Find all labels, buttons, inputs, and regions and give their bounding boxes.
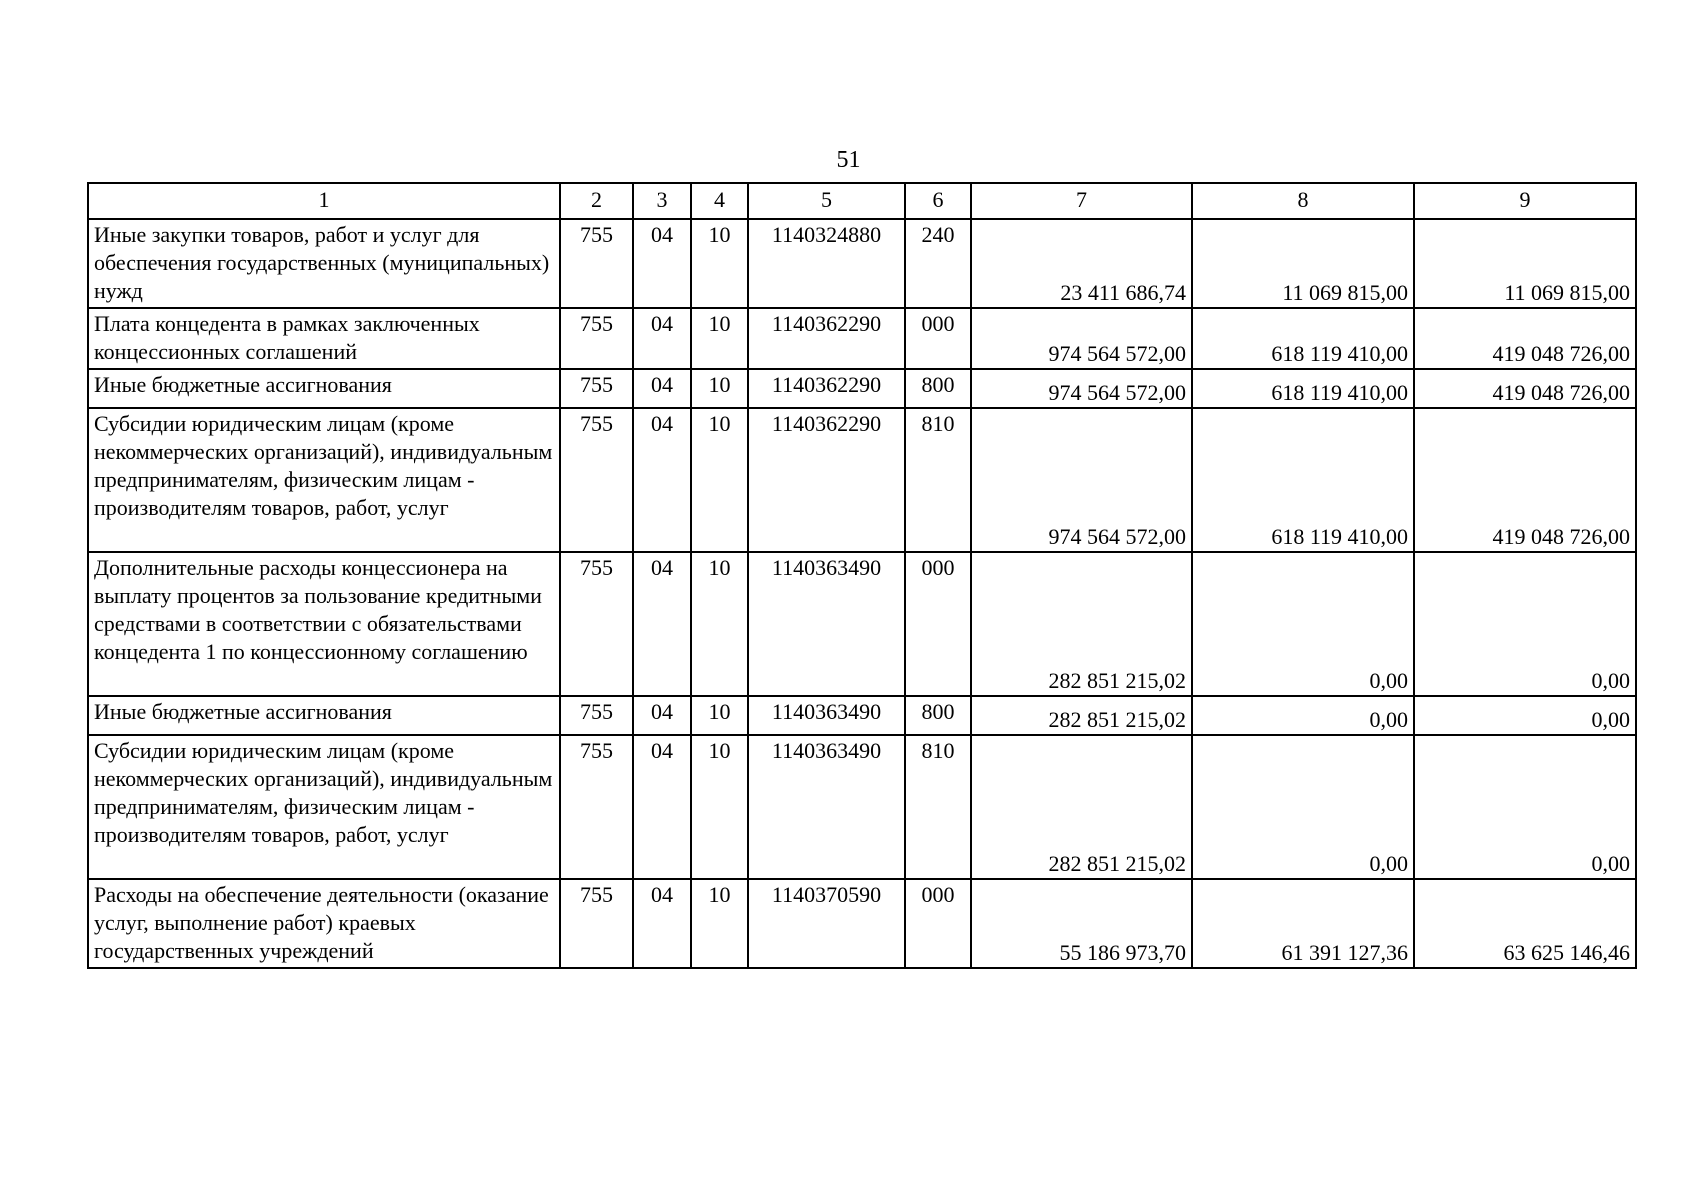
ministry-code-cell: 755 xyxy=(560,219,633,308)
table-row xyxy=(88,552,1636,696)
amount-col8-cell: 618 119 410,00 xyxy=(1192,308,1414,369)
header-cell: 4 xyxy=(691,183,748,219)
subsection-code-cell: 10 xyxy=(691,219,748,308)
amount-col8-cell: 61 391 127,36 xyxy=(1192,879,1414,968)
ministry-code-cell: 755 xyxy=(560,552,633,696)
header-row xyxy=(88,183,1636,219)
expense-name-cell: Иные бюджетные ассигнования xyxy=(88,696,560,735)
expense-name-cell: Дополнительные расходы концессионера на выплату процентов за пользование кредитными средствами в соответствии с обязательствами концедента 1 по концессионному соглашению xyxy=(88,552,560,696)
section-code-cell: 04 xyxy=(633,219,691,308)
ministry-code-cell: 755 xyxy=(560,735,633,879)
amount-col8-cell: 0,00 xyxy=(1192,735,1414,879)
ministry-code-cell: 755 xyxy=(560,879,633,968)
expense-type-cell: 810 xyxy=(905,408,971,552)
page-number: 51 xyxy=(836,147,861,173)
table-row xyxy=(88,696,1636,735)
amount-col8-cell: 618 119 410,00 xyxy=(1192,408,1414,552)
amount-col7-cell: 974 564 572,00 xyxy=(971,308,1192,369)
expense-name-cell: Иные бюджетные ассигнования xyxy=(88,369,560,408)
subsection-code-cell: 10 xyxy=(691,552,748,696)
table-row xyxy=(88,879,1636,968)
table-row xyxy=(88,369,1636,408)
amount-col7-cell: 282 851 215,02 xyxy=(971,552,1192,696)
expense-name-cell: Плата концедента в рамках заключенных концессионных соглашений xyxy=(88,308,560,369)
section-code-cell: 04 xyxy=(633,308,691,369)
expense-type-cell: 000 xyxy=(905,552,971,696)
target-article-cell: 1140370590 xyxy=(748,879,905,968)
amount-col9-cell: 419 048 726,00 xyxy=(1414,408,1636,552)
header-cell: 6 xyxy=(905,183,971,219)
subsection-code-cell: 10 xyxy=(691,369,748,408)
header-cell: 2 xyxy=(560,183,633,219)
amount-col9-cell: 419 048 726,00 xyxy=(1414,369,1636,408)
header-cell: 7 xyxy=(971,183,1192,219)
subsection-code-cell: 10 xyxy=(691,879,748,968)
amount-col8-cell: 0,00 xyxy=(1192,552,1414,696)
amount-col9-cell: 0,00 xyxy=(1414,735,1636,879)
section-code-cell: 04 xyxy=(633,408,691,552)
table-row xyxy=(88,308,1636,369)
expense-type-cell: 800 xyxy=(905,369,971,408)
target-article-cell: 1140363490 xyxy=(748,552,905,696)
expense-type-cell: 000 xyxy=(905,879,971,968)
section-code-cell: 04 xyxy=(633,879,691,968)
header-cell: 8 xyxy=(1192,183,1414,219)
ministry-code-cell: 755 xyxy=(560,369,633,408)
amount-col9-cell: 11 069 815,00 xyxy=(1414,219,1636,308)
amount-col9-cell: 419 048 726,00 xyxy=(1414,308,1636,369)
expense-type-cell: 810 xyxy=(905,735,971,879)
budget-table xyxy=(87,182,1637,969)
header-cell: 9 xyxy=(1414,183,1636,219)
amount-col9-cell: 63 625 146,46 xyxy=(1414,879,1636,968)
amount-col7-cell: 282 851 215,02 xyxy=(971,696,1192,735)
expense-name-cell: Расходы на обеспечение деятельности (оказание услуг, выполнение работ) краевых государственных учреждений xyxy=(88,879,560,968)
table-row xyxy=(88,219,1636,308)
amount-col9-cell: 0,00 xyxy=(1414,552,1636,696)
amount-col9-cell: 0,00 xyxy=(1414,696,1636,735)
subsection-code-cell: 10 xyxy=(691,308,748,369)
header-cell: 3 xyxy=(633,183,691,219)
section-code-cell: 04 xyxy=(633,369,691,408)
amount-col7-cell: 974 564 572,00 xyxy=(971,369,1192,408)
target-article-cell: 1140324880 xyxy=(748,219,905,308)
expense-name-cell: Субсидии юридическим лицам (кроме некоммерческих организаций), индивидуальным предпринимателям, физическим лицам - производителям товаров, работ, услуг xyxy=(88,735,560,879)
section-code-cell: 04 xyxy=(633,552,691,696)
expense-type-cell: 240 xyxy=(905,219,971,308)
target-article-cell: 1140362290 xyxy=(748,369,905,408)
expense-type-cell: 800 xyxy=(905,696,971,735)
expense-type-cell: 000 xyxy=(905,308,971,369)
header-cell: 1 xyxy=(88,183,560,219)
header-cell: 5 xyxy=(748,183,905,219)
ministry-code-cell: 755 xyxy=(560,308,633,369)
amount-col8-cell: 0,00 xyxy=(1192,696,1414,735)
section-code-cell: 04 xyxy=(633,735,691,879)
table-row xyxy=(88,408,1636,552)
target-article-cell: 1140363490 xyxy=(748,696,905,735)
subsection-code-cell: 10 xyxy=(691,696,748,735)
table-row xyxy=(88,735,1636,879)
amount-col8-cell: 618 119 410,00 xyxy=(1192,369,1414,408)
amount-col7-cell: 974 564 572,00 xyxy=(971,408,1192,552)
expense-name-cell: Иные закупки товаров, работ и услуг для обеспечения государственных (муниципальных) нужд xyxy=(88,219,560,308)
section-code-cell: 04 xyxy=(633,696,691,735)
target-article-cell: 1140362290 xyxy=(748,408,905,552)
ministry-code-cell: 755 xyxy=(560,696,633,735)
target-article-cell: 1140362290 xyxy=(748,308,905,369)
ministry-code-cell: 755 xyxy=(560,408,633,552)
expense-name-cell: Субсидии юридическим лицам (кроме некоммерческих организаций), индивидуальным предпринимателям, физическим лицам - производителям товаров, работ, услуг xyxy=(88,408,560,552)
amount-col7-cell: 282 851 215,02 xyxy=(971,735,1192,879)
subsection-code-cell: 10 xyxy=(691,735,748,879)
target-article-cell: 1140363490 xyxy=(748,735,905,879)
amount-col7-cell: 55 186 973,70 xyxy=(971,879,1192,968)
amount-col8-cell: 11 069 815,00 xyxy=(1192,219,1414,308)
subsection-code-cell: 10 xyxy=(691,408,748,552)
amount-col7-cell: 23 411 686,74 xyxy=(971,219,1192,308)
